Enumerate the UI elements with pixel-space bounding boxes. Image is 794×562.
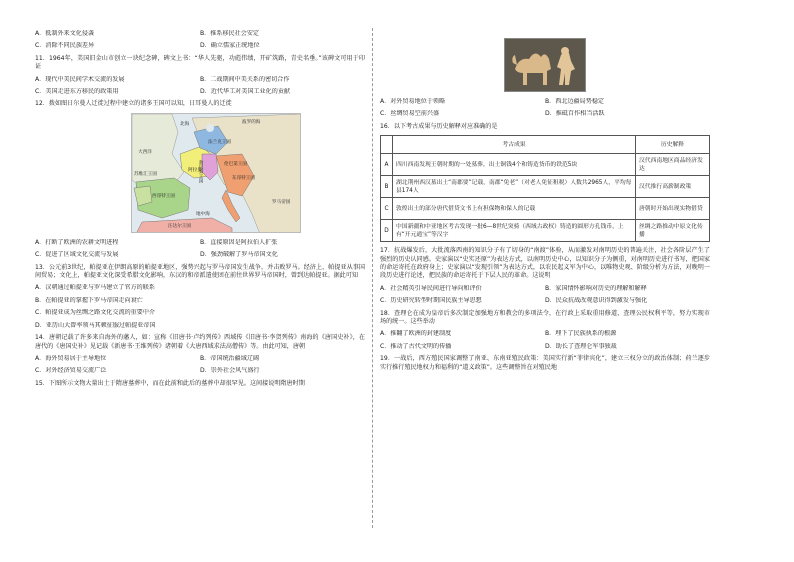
q18-option-d: D．助长了查理仑军事独裁 <box>545 342 617 350</box>
q11-options-row1 <box>35 76 365 84</box>
map-label-north-sea: 北海 <box>180 121 190 127</box>
table-row-interpretation: 丝绸之路推动中原文化传播 <box>636 220 710 242</box>
table-header-finding: 考古成果 <box>393 136 636 154</box>
q12-stem: 12．拨如图日尔曼人迁徙过程中建立的诸多王国可以知，日耳曼人的迁徙 <box>35 100 232 108</box>
table-row-finding: 敦煌出土的部分唐代借贷文书上有担保物和保人的记载 <box>393 198 636 220</box>
q10-option-c: C．消除不同民族差异 <box>35 42 95 50</box>
map-label-suebi: 苏维汇王国 <box>134 171 157 177</box>
table-row-letter: D <box>381 220 393 242</box>
table-row <box>381 198 710 220</box>
map-label-mediterranean: 地中海 <box>196 211 210 217</box>
q14-option-a: A．海外贸易居于主导地位 <box>35 354 107 362</box>
q11-option-d: D．近代华工对美国工业化的贡献 <box>200 88 291 96</box>
right-column <box>380 38 710 376</box>
q14-option-c: C．对外经济贸易交流广泛 <box>35 367 107 375</box>
q18-options-row2 <box>380 343 710 351</box>
map-label-atlantic: 大西洋 <box>138 149 152 155</box>
q11-option-c: C．美国走进东方移民的政策用 <box>35 88 119 96</box>
table-row-letter: C <box>381 198 393 220</box>
map-label-roman-empire: 罗马帝国 <box>272 199 291 205</box>
q17-option-a: A．社会精英引导民间进行导向和评价 <box>380 284 482 292</box>
q15-option-a: A．对外贸易地位于领略 <box>380 98 446 105</box>
q17-options-row2 <box>380 297 710 305</box>
q17-stem: 17．抗战爆发后，大批流落西南的知识分子有了切身的“南渡”体验，从而激发对南明历史的普遍关注，社会各阶层产生了强烈的历史认同感。史家演以“史实还原”为表达方式，以南明历史中心，以知识分子为侧重，对南明历史进行书写，把国家的命运寄托在政府身上；史家演以“发现引领”为表达方式，以农民起义军为中心，以唯物史观、阶级分析为方法，对晚明一段历史进行论述，把民族的命运寄托于下层人民的革命。这说明 <box>380 247 710 280</box>
q13-option-c: C．帕提亚成为丝绸之路文化交流的重要中介 <box>35 309 156 317</box>
germanic-kingdoms-map <box>131 113 301 233</box>
q18-option-b: B．埋下了民族执系的根源 <box>545 330 617 338</box>
camel-figurine-photo <box>504 38 586 92</box>
q10-options-row1 <box>35 30 365 38</box>
q14-options-row2 <box>35 367 365 375</box>
map-label-lombard: 伦巴第王国 <box>224 161 247 167</box>
table-row-interpretation: 汉代西南地区商品经济发达 <box>636 154 710 176</box>
q14-options-row1 <box>35 355 365 363</box>
map-label-vandal: 汪达尔王国 <box>168 223 191 229</box>
q10-option-d: D．确立儒家正统地位 <box>200 42 260 50</box>
q19-stem: 19．一战后，西方殖民国家调整了南亚、东南亚殖民政策：美国实行新“菲律宾化”，建立三权分立的政治体制；荷兰逐步实行推行殖民地权力和福利的“道义政策”。这些调整旨在对殖民地 <box>380 355 710 371</box>
q12-options-row2 <box>35 251 365 259</box>
q15-stem: 15．下图所示文物大量出土于隋唐墓葬中，而在此前和此后的墓葬中却很罕见。这间接说明隋唐时期 <box>35 379 305 387</box>
q11-stem: 11．1964年，美国旧金山市创立一块纪念碑，碑文上书：“华人先驱，功彪伟绩，开矿筑路，青史名垂。”该碑文可用于印证 <box>35 54 365 71</box>
map-graphic <box>132 114 301 233</box>
q15-options-row1 <box>380 98 710 106</box>
q15-option-c: C．丝绸贸易空前兴盛 <box>380 110 440 118</box>
map-label-baltic-sea: 波罗的海 <box>242 119 261 125</box>
q13-option-d: D．亚历山大曾率领马其顿征服过帕提亚帝国 <box>35 321 156 329</box>
q14-option-d: D．崇外社会风气盛行 <box>200 367 260 375</box>
map-label-alamanni: 阿拉曼 <box>188 167 202 173</box>
table-row-letter: A <box>381 154 393 176</box>
q10-option-b: B．推系移民社会安定 <box>200 30 260 37</box>
q11-option-a: A．现代中美民间学术交流的发展 <box>35 75 125 83</box>
table-header-interpretation: 历史解释 <box>636 136 710 154</box>
map-label-visigothic: 西哥特王国 <box>152 193 175 199</box>
q17-option-c: C．历史研究转型时期国民族主导思想 <box>380 297 482 305</box>
table-row <box>381 220 710 242</box>
table-row-interpretation: 汉代推行高薪制政策 <box>636 176 710 198</box>
table-row-interpretation: 唐朝时开始出现实物借贷 <box>636 198 710 220</box>
q13-option-b: B．在帕提亚的掌握下罗马帝国走向衰亡 <box>35 296 143 304</box>
q12-options-row1 <box>35 239 365 247</box>
q10-option-a: A．抵制外来文化侵袭 <box>35 30 95 37</box>
q17-option-b: B．家国情怀影响对历史的理解和解释 <box>545 284 647 292</box>
q12-option-c: C．促进了区域文化交流与发展 <box>35 251 119 259</box>
q10-options-row2 <box>35 42 365 50</box>
map-label-frankish: 法兰克王国 <box>208 139 231 145</box>
table-header-row <box>381 136 710 154</box>
q17-options-row1 <box>380 285 710 293</box>
q11-option-b: B．二战期间中美关系的密切合作 <box>200 75 290 83</box>
q16-table <box>380 135 710 242</box>
map-label-burgundian: 勃艮第王国 <box>198 159 203 183</box>
table-row <box>381 176 710 198</box>
q11-options-row2 <box>35 88 365 96</box>
camel-figurine-image <box>505 39 586 92</box>
left-column <box>35 30 365 392</box>
q13-stem: 13．公元前3世纪，帕提亚在伊朗高原的帕提亚地区，强势兴起与罗马帝国发生战争，并击败罗马。经济上，帕提亚从事国间贸易；文化上，帕提亚文化深受希腊文化影响，东汉的和帝派遣使团在前往世界罗马帝国时，曾到达帕提亚。据此可知 <box>35 263 365 280</box>
q13-option-a: A．汉朝通过帕提亚与罗马建立了官方的联系 <box>35 284 155 292</box>
column-divider <box>372 28 373 528</box>
q15-option-d: D．推砥百作相当活跃 <box>545 110 605 118</box>
q18-option-a: A．推翻了欧洲的封建制度 <box>380 330 452 338</box>
table-row-finding: 四川西南发现王朝时期的一处墓葬，出土铜钱4个和铸造货币的铁范5块 <box>393 154 636 176</box>
table-row-letter: B <box>381 176 393 198</box>
map-label-ostrogothic: 东哥特王国 <box>232 175 255 181</box>
table-row-finding: 中国新疆和中亚地区考古发现一批6—8世纪突骑（西域古政权）铸造的圆形方孔钱币，上有“开元通宝”等汉字 <box>393 220 636 242</box>
q18-stem: 18．查理仑在成为皇帝后多次制定加强地方和教会的多项法令，在行政上采取重用修道，查理公民权利平等，努力实现市场的统一。这些举动 <box>380 309 710 326</box>
table-row-finding: 湖北荆州西汉墓出土“南郡要”记载，南郡“免老”（对老人免征租税）人数共2965人，平均每县174人 <box>393 176 636 198</box>
table-row <box>381 154 710 176</box>
q18-options-row1 <box>380 330 710 338</box>
q15-options-row2 <box>380 110 710 118</box>
table-header-blank <box>381 136 393 154</box>
q15-option-b: B．西北边疆局势稳定 <box>545 98 605 105</box>
q17-option-d: D．民众抗战改观意识得到激发与强化 <box>545 297 648 305</box>
q12-option-d: D．强劲破解了罗马帝国文化 <box>200 251 278 259</box>
q12-option-b: B．直接原因是阿拉伯人扩张 <box>200 238 278 246</box>
q14-option-b: B．帝国统治疆域辽阔 <box>200 354 260 362</box>
q14-stem: 14．唐朝记载了许多来自海外的藩人，如：宣称《旧唐书·卢约列传》西域传《旧唐书·李贺列传》南海的《唐国史补》，在唐代的《唐国史补》见记载《新唐书·王维列传》诸朝着《大唐西域求法高僧传》等。由此可知，唐朝 <box>35 334 365 350</box>
q18-option-c: C．推动了古代文明的传播 <box>380 342 452 350</box>
q12-option-a: A．打断了欧洲的农耕文明进程 <box>35 238 119 246</box>
q16-stem: 16．以下考古成果与历史解释对应准确的是 <box>380 122 498 130</box>
